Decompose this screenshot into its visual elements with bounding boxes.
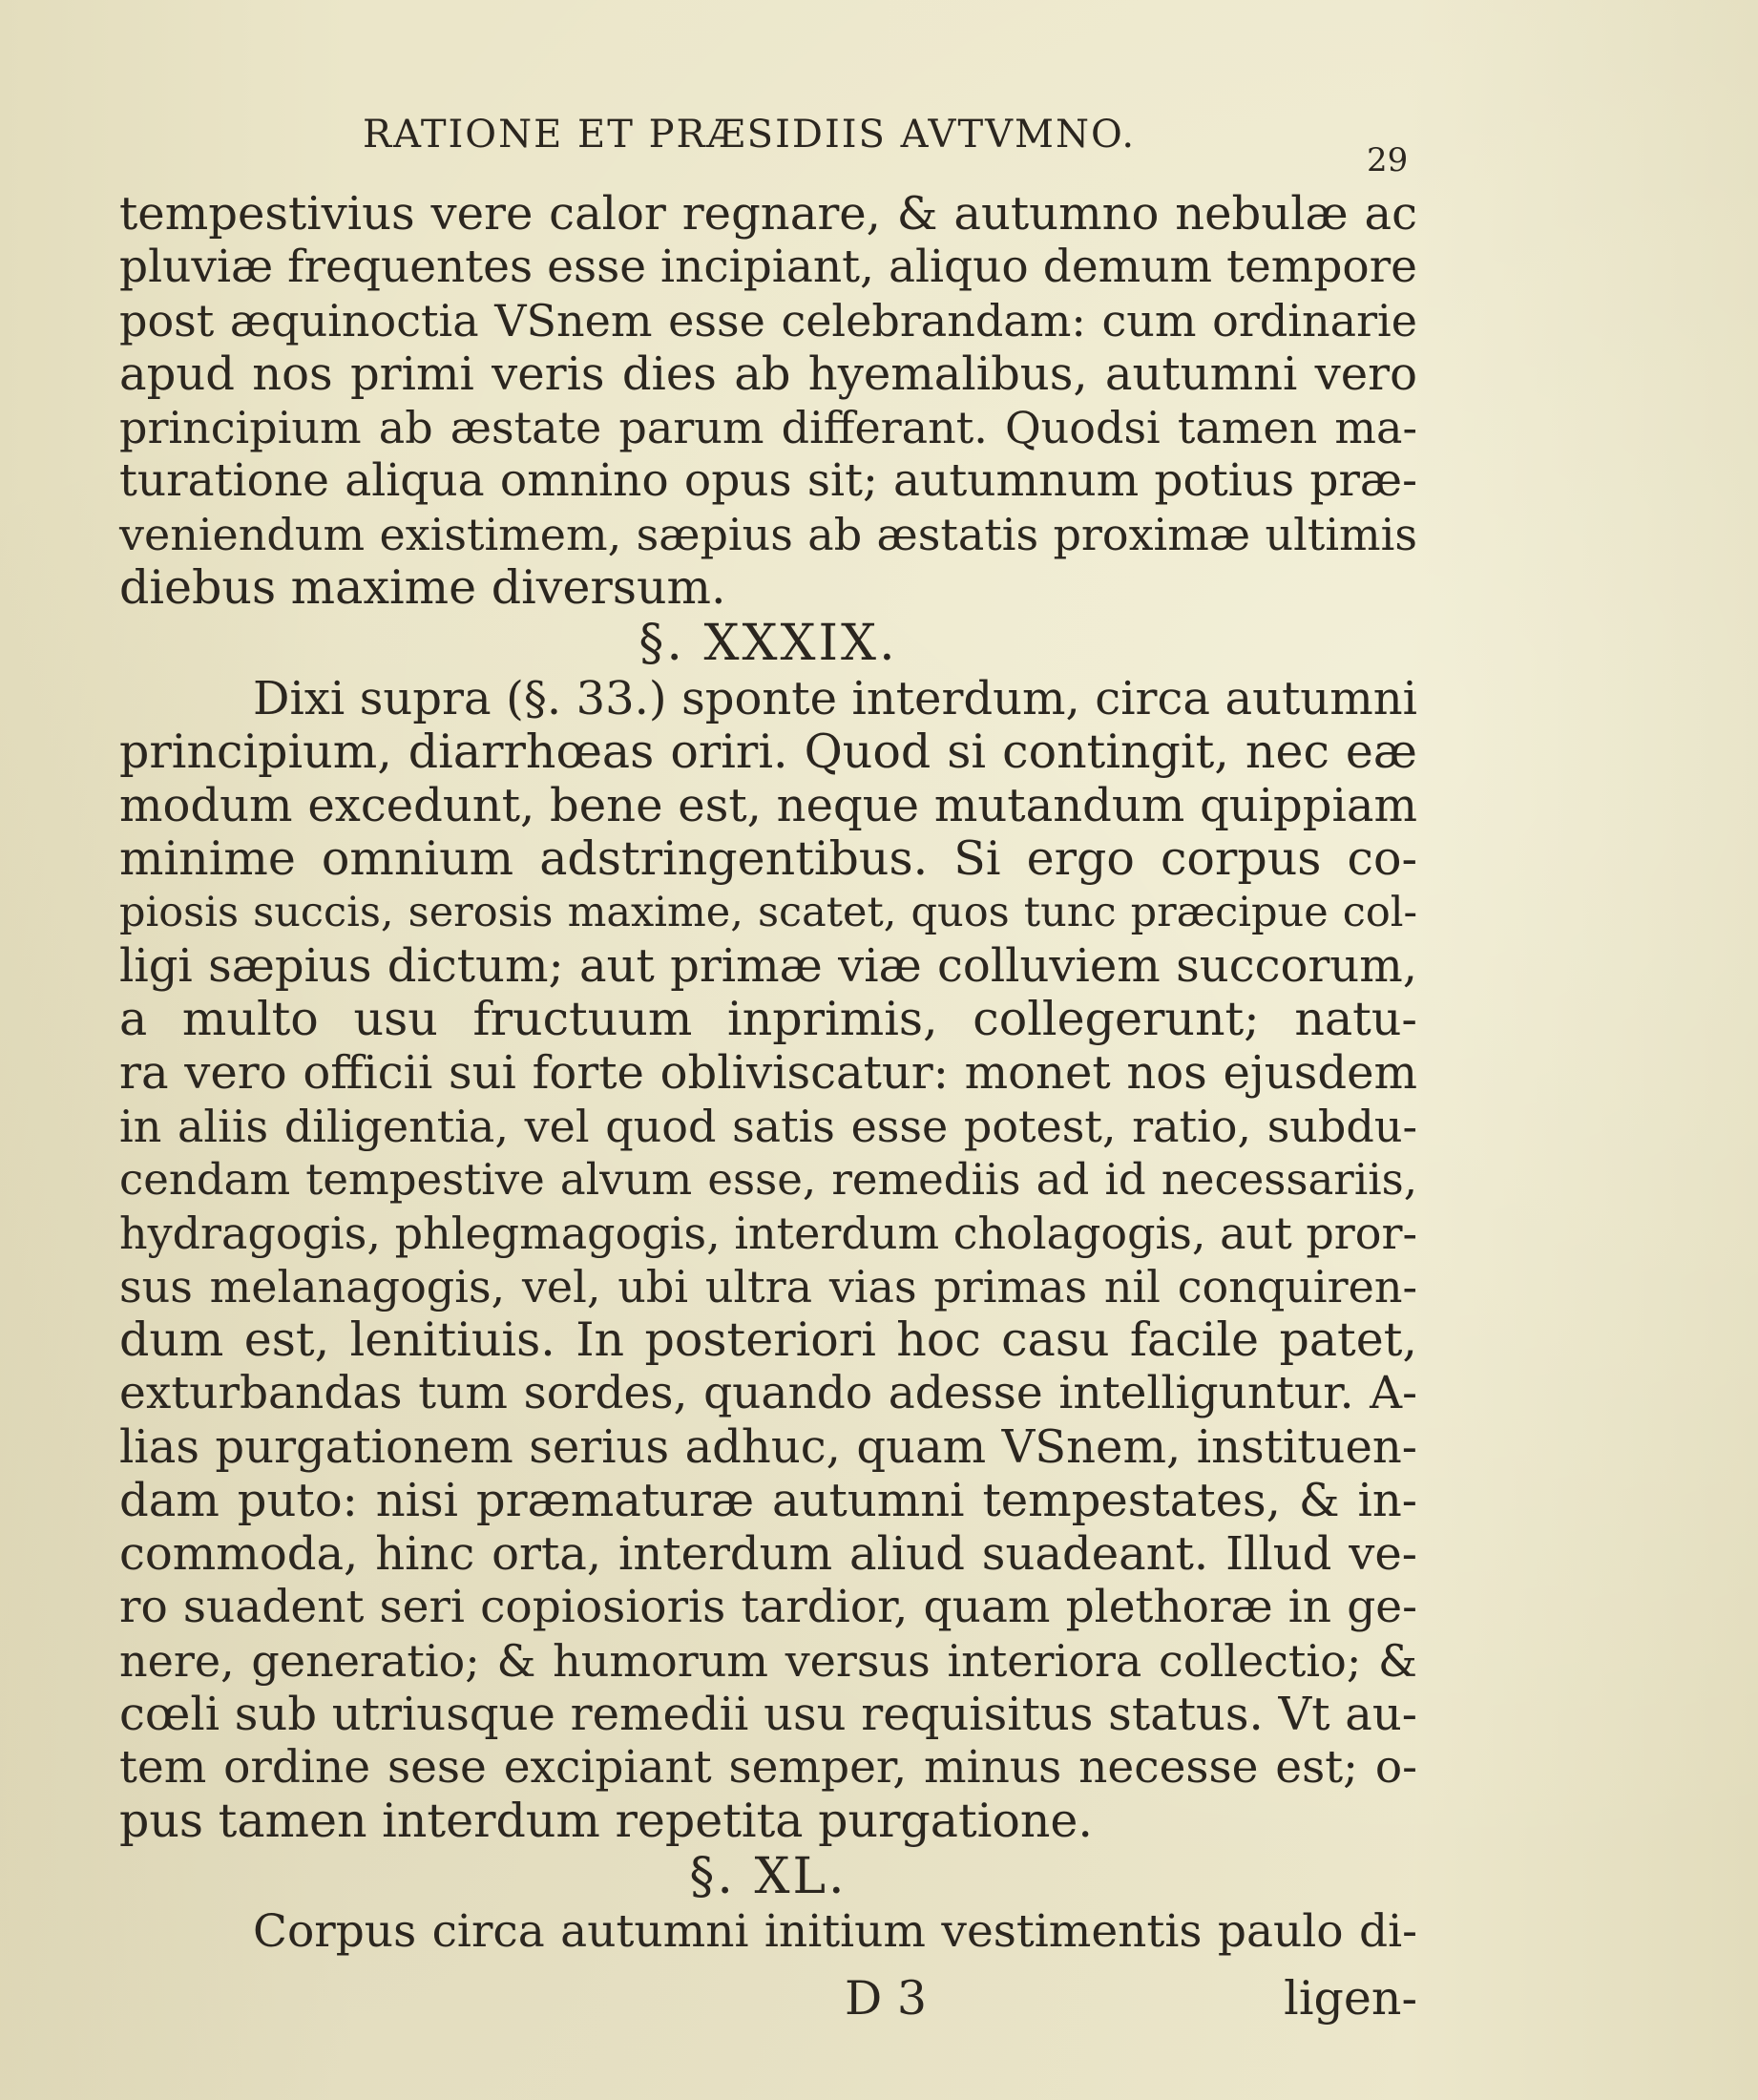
page-footer [119, 1971, 1417, 2025]
text-line: commoda, hinc orta, interdum aliud suadeant. Illud ve- [119, 1527, 1417, 1581]
text-line: diebus maxime diversum. [119, 560, 726, 615]
text-line: cendam tempestive alvum esse, remediis ad id necessariis, [119, 1154, 1417, 1205]
body-text [119, 187, 1417, 1959]
page-number: 29 [1367, 141, 1409, 179]
section-heading: §. XL. [689, 1848, 848, 1905]
text-line: dum est, lenitiuis. In posteriori hoc casu facile patet, [119, 1312, 1417, 1367]
text-line: minime omnium adstringentibus. Si ergo corpus co- [119, 831, 1417, 886]
running-title: RATIONE ET PRÆSIDIIS AVTVMNO. [363, 113, 1137, 157]
text-line: modum excedunt, bene est, neque mutandum quippiam [119, 779, 1417, 832]
text-line: tempestivius vere calor regnare, & autumno nebulæ ac [119, 187, 1417, 241]
text-line: sus melanagogis, vel, ubi ultra vias primas nil conquiren- [119, 1261, 1417, 1312]
text-line: lias purgationem serius adhuc, quam VSnem, instituen- [119, 1420, 1417, 1474]
text-line: Corpus circa autumni initium vestimentis paulo di- [253, 1905, 1417, 1958]
text-line: Dixi supra (§. 33.) sponte interdum, circa autumni [253, 672, 1417, 725]
text-line: nere, generatio; & humorum versus interiora collectio; & [119, 1635, 1417, 1687]
text-line: hydragogis, phlegmagogis, interdum cholagogis, aut pror- [119, 1208, 1417, 1259]
text-line: pluviæ frequentes esse incipiant, aliquo demum tempore [119, 241, 1417, 293]
signature-mark: D 3 [845, 1971, 928, 2026]
text-line: ligi sæpius dictum; aut primæ viæ colluviem succorum, [119, 939, 1417, 993]
text-line: dam puto: nisi præmaturæ autumni tempestates, & in- [119, 1474, 1417, 1527]
text-line: apud nos primi veris dies ab hyemalibus, autumni vero [119, 347, 1417, 401]
text-line: principium, diarrhœas oriri. Quod si contingit, nec eæ [119, 724, 1417, 779]
text-line: in aliis diligentia, vel quod satis esse potest, ratio, subdu- [119, 1101, 1417, 1152]
text-line: a multo usu fructuum inprimis, collegerunt; natu- [119, 992, 1417, 1046]
text-line: ro suadent seri copiosioris tardior, quam plethoræ in ge- [119, 1581, 1417, 1633]
text-line: ra vero officii sui forte obliviscatur: monet nos ejusdem [119, 1046, 1417, 1100]
text-line: exturbandas tum sordes, quando adesse intelliguntur. A- [119, 1367, 1417, 1419]
text-line: turatione aliqua omnino opus sit; autumnum potius præ- [119, 454, 1417, 507]
text-line: pus tamen interdum repetita purgatione. [119, 1794, 1094, 1848]
section-heading: §. XXXIX. [638, 615, 898, 672]
catchword: ligen- [1284, 1971, 1417, 2026]
text-line: piosis succis, serosis maxime, scatet, quos tunc præcipue col- [119, 889, 1417, 936]
text-line: post æquinoctia VSnem esse celebrandam: cum ordinarie [119, 295, 1417, 346]
text-line: tem ordine sese excipiant semper, minus necesse est; o- [119, 1741, 1417, 1794]
text-line: principium ab æstate parum differant. Quodsi tamen ma- [119, 402, 1417, 453]
text-line: cœli sub utriusque remedii usu requisitus status. Vt au- [119, 1688, 1417, 1741]
text-line: veniendum existimem, sæpius ab æstatis proximæ ultimis [119, 509, 1417, 560]
